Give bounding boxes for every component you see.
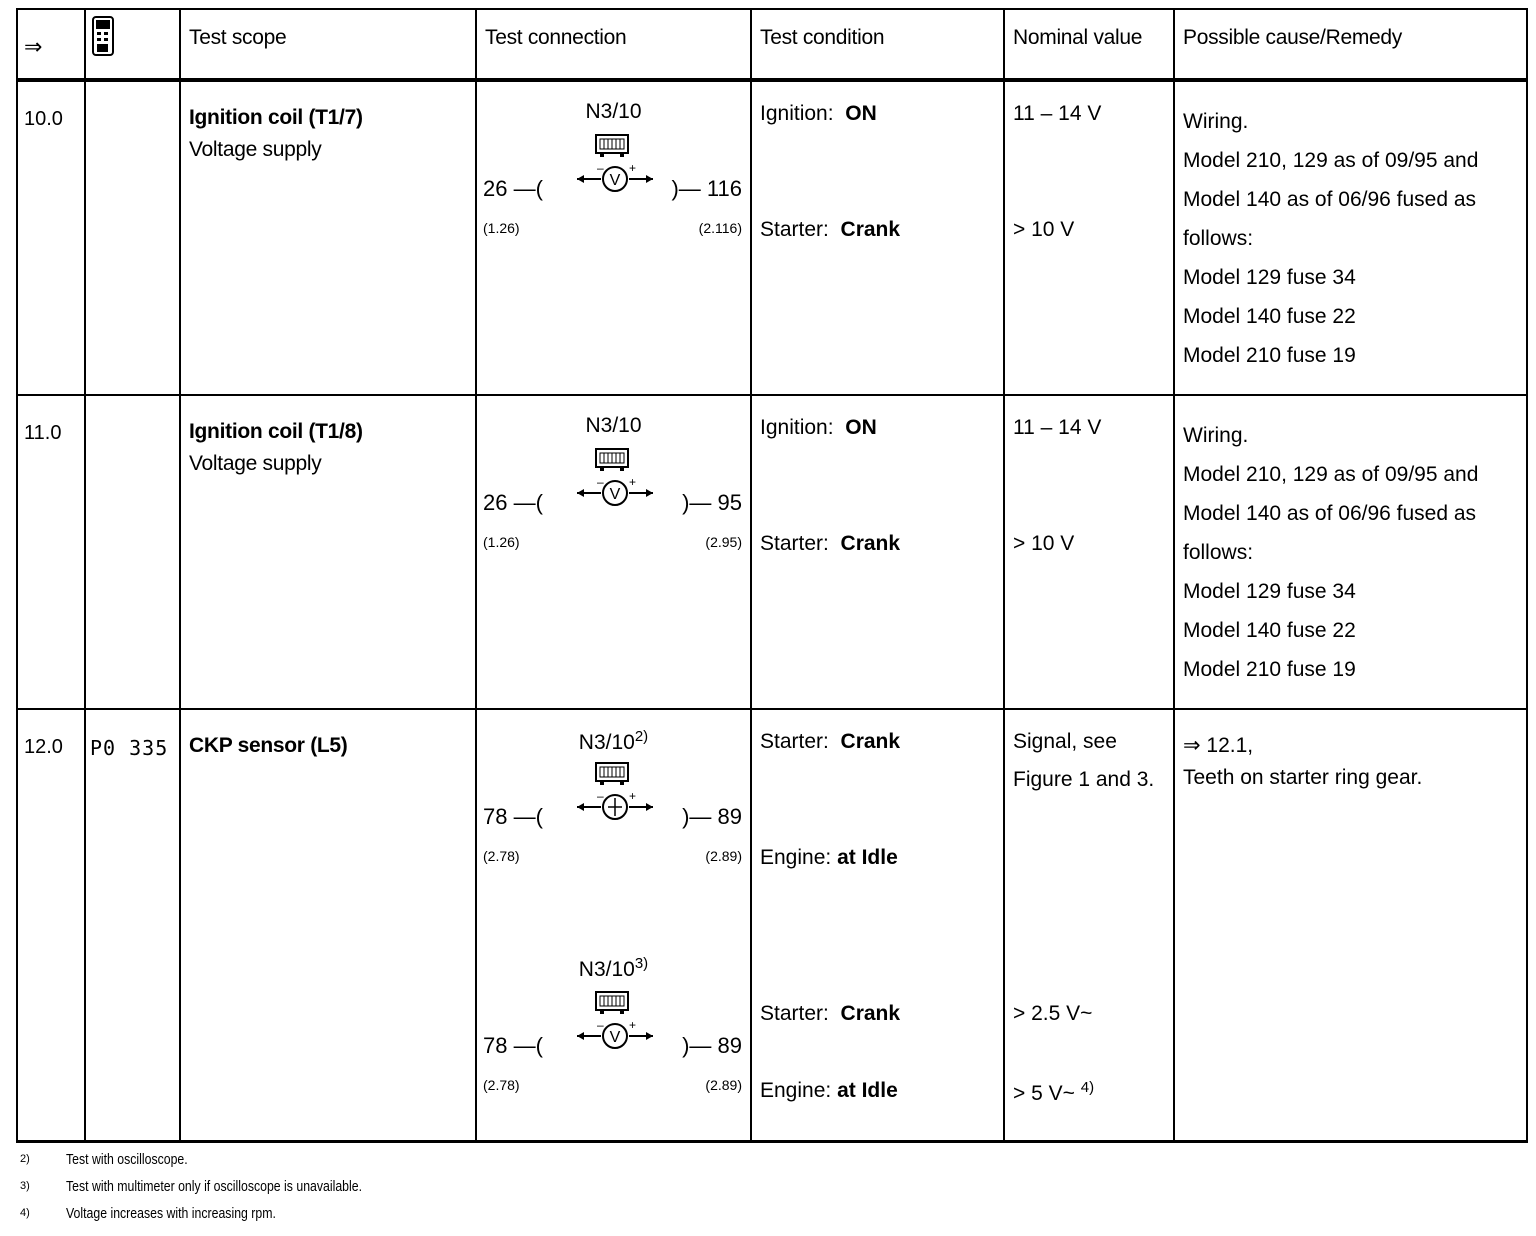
scope-subtitle: Voltage supply (189, 138, 322, 161)
header-cause: Possible cause/Remedy (1174, 9, 1527, 80)
test-condition (751, 709, 1004, 1142)
cause-line: Wiring. (1183, 424, 1249, 447)
scope-title: CKP sensor (L5) (189, 734, 348, 757)
footnotes (20, 1146, 427, 1227)
cause-line: Model 129 fuse 34 (1183, 580, 1356, 603)
possible-cause (1174, 709, 1527, 1142)
svg-text:+: + (629, 162, 637, 175)
cause-line: Model 210, 129 as of 09/95 and (1183, 463, 1479, 486)
test-scope (180, 395, 476, 709)
nominal-line: > 2.5 V~ (1013, 1002, 1093, 1025)
condition-line: Engine: at Idle (760, 846, 898, 869)
right-pin: )— 95 (682, 490, 742, 515)
voltmeter-icon (575, 476, 655, 510)
voltmeter-icon (575, 162, 655, 196)
connector-label: N3/10 (585, 414, 642, 437)
nominal-line: Figure 1 and 3. (1013, 768, 1155, 791)
fault-code (85, 395, 180, 709)
header-tester (85, 9, 180, 80)
nominal-value (1004, 80, 1174, 395)
condition-line: Starter: Crank (760, 1002, 901, 1025)
cause-line: Model 129 fuse 34 (1183, 266, 1356, 289)
right-pin-sub: (2.89) (705, 848, 742, 864)
left-pin: 26 —( (483, 176, 543, 201)
footnote: 2) Test with oscilloscope. (20, 1151, 188, 1168)
test-condition (751, 80, 1004, 395)
condition-line: Starter: Crank (760, 218, 901, 241)
voltmeter-icon (575, 1019, 655, 1053)
svg-text:+: + (629, 1019, 637, 1032)
header-nominal: Nominal value (1004, 9, 1174, 80)
nominal-value (1004, 395, 1174, 709)
meter-box-icon (595, 134, 629, 158)
left-pin: 78 —( (483, 804, 543, 829)
right-pin: )— 89 (682, 1033, 742, 1058)
meter-box-icon (595, 762, 629, 786)
cause-line: Model 140 as of 06/96 fused as (1183, 188, 1477, 211)
svg-text:–: – (597, 162, 604, 175)
cause-line: Model 140 fuse 22 (1183, 619, 1356, 642)
cause-line: Model 210 fuse 19 (1183, 658, 1356, 681)
condition-line: Engine: at Idle (760, 1079, 898, 1102)
nominal-line: > 10 V (1013, 218, 1075, 241)
row-number: 10.0 (17, 80, 85, 395)
nominal-line: 11 – 14 V (1013, 416, 1102, 439)
table-header (17, 9, 1527, 80)
cause-line: Model 210, 129 as of 09/95 and (1183, 149, 1479, 172)
test-condition (751, 395, 1004, 709)
connector-label: N3/10$^{2)}$ (578, 728, 649, 754)
header-arrow: ⇒ (17, 9, 85, 80)
nominal-line: > 10 V (1013, 532, 1075, 555)
table-row (17, 80, 1527, 395)
possible-cause (1174, 395, 1527, 709)
cause-line: follows: (1183, 227, 1254, 250)
table-row (17, 395, 1527, 709)
left-pin: 26 —( (483, 490, 543, 515)
svg-text:–: – (597, 790, 604, 803)
nominal-value (1004, 709, 1174, 1142)
cause-line: follows: (1183, 541, 1254, 564)
connector-label: N3/10 (585, 100, 642, 123)
left-pin-sub: (1.26) (483, 220, 520, 236)
test-table (16, 8, 1528, 1143)
scope-subtitle: Voltage supply (189, 452, 322, 475)
test-connection (476, 395, 751, 709)
svg-text:–: – (597, 1019, 604, 1032)
header-scope: Test scope (180, 9, 476, 80)
test-scope (180, 80, 476, 395)
test-scope (180, 709, 476, 1142)
right-pin-sub: (2.116) (698, 220, 742, 236)
svg-text:–: – (597, 476, 604, 489)
cause-line: Wiring. (1183, 110, 1249, 133)
scope-title: Ignition coil (T1/7) (189, 106, 363, 129)
test-connection (476, 80, 751, 395)
nominal-line: > 5 V~ $^{4)}$ (1013, 1079, 1095, 1105)
condition-line: Starter: Crank (760, 532, 901, 555)
footnote: 4) Voltage increases with increasing rpm. (20, 1205, 276, 1222)
cause-line: Model 140 fuse 22 (1183, 305, 1356, 328)
svg-text:V: V (609, 1029, 621, 1046)
right-pin-sub: (2.89) (705, 1077, 742, 1093)
left-pin-sub: (1.26) (483, 534, 520, 550)
header-connection: Test connection (476, 9, 751, 80)
right-pin: )— 89 (682, 804, 742, 829)
cause-line: ⇒ 12.1, (1183, 734, 1254, 757)
condition-line: Starter: Crank (760, 730, 901, 753)
nominal-line: Signal, see (1013, 730, 1117, 753)
cause-line: Model 210 fuse 19 (1183, 344, 1356, 367)
cause-line: Model 140 as of 06/96 fused as (1183, 502, 1477, 525)
condition-line: Ignition: ON (760, 102, 877, 125)
cause-line: Teeth on starter ring gear. (1183, 766, 1423, 789)
left-pin-sub: (2.78) (483, 848, 520, 864)
row-number: 12.0 (17, 709, 85, 1142)
right-pin: )— 116 (671, 176, 742, 201)
svg-text:+: + (629, 790, 637, 803)
oscilloscope-icon (575, 790, 655, 824)
table-row (17, 709, 1527, 1142)
footnote: 3) Test with multimeter only if oscilloscope is unavailable. (20, 1178, 363, 1195)
meter-box-icon (595, 448, 629, 472)
row-number: 11.0 (17, 395, 85, 709)
meter-box-icon (595, 991, 629, 1015)
right-pin-sub: (2.95) (705, 534, 742, 550)
fault-code (85, 80, 180, 395)
svg-text:V: V (609, 486, 621, 503)
handheld-tester-icon (92, 16, 114, 56)
nominal-line: 11 – 14 V (1013, 102, 1102, 125)
scope-title: Ignition coil (T1/8) (189, 420, 363, 443)
left-pin-sub: (2.78) (483, 1077, 520, 1093)
fault-code: P0 335 (85, 709, 180, 1142)
test-connection (476, 709, 751, 1142)
svg-text:V: V (609, 172, 621, 189)
possible-cause (1174, 80, 1527, 395)
svg-text:+: + (629, 476, 637, 489)
condition-line: Ignition: ON (760, 416, 877, 439)
connector-label: N3/10$^{3)}$ (578, 955, 649, 981)
header-condition: Test condition (751, 9, 1004, 80)
left-pin: 78 —( (483, 1033, 543, 1058)
